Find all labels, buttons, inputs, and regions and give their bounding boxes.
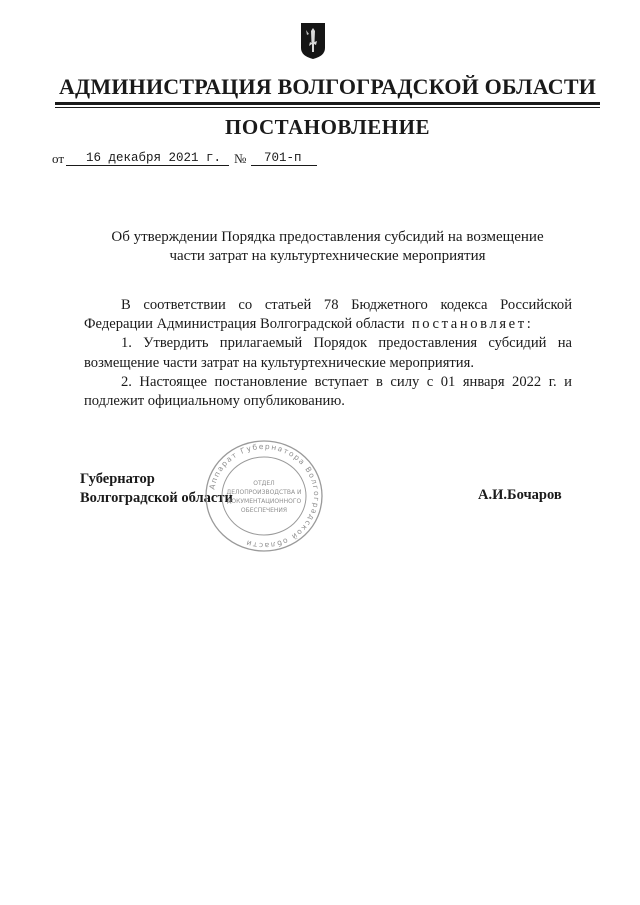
department-stamp-icon (203, 437, 325, 555)
document-type: ПОСТАНОВЛЕНИЕ (225, 115, 430, 139)
document-subject (100, 228, 555, 266)
header-rule-thick (55, 102, 600, 105)
document-date: 16 декабря 2021 г. (86, 151, 222, 165)
subject-line-1: Об утверждении Порядка предоставления субсидий на возмещение (111, 229, 544, 245)
signatory-name: А.И.Бочаров (478, 487, 562, 503)
body-item-1: 1. Утвердить прилагаемый Порядок предоставления субсидий на возмещение части затрат на культуртехнические мероприятия. (84, 335, 572, 371)
body-intro: В соответствии со статьей 78 Бюджетного кодекса Российской Федерации Администрация Волгоградской области (84, 297, 572, 333)
position-line-2: Волгоградской области (80, 490, 233, 506)
coat-of-arms-icon (300, 22, 326, 60)
stamp-inner-line-2: ДЕЛОПРОИЗВОДСТВА И (226, 489, 302, 496)
document-body (84, 296, 572, 411)
stamp-inner-line-3: ДОКУМЕНТАЦИОННОГО (226, 498, 302, 505)
body-intro-paragraph (84, 296, 572, 334)
number-prefix: № (234, 151, 247, 166)
body-item-2: 2. Настоящее постановление вступает в силу с 01 января 2022 г. и подлежит официальному опубликованию. (84, 373, 572, 410)
header-rule-thin (55, 107, 600, 108)
decree-word: постановляет: (411, 316, 534, 333)
stamp-inner-line-4: ОБЕСПЕЧЕНИЯ (240, 507, 288, 514)
number-underline (251, 165, 317, 166)
date-underline (66, 165, 229, 166)
stamp-outer-text: Аппарат Губернатора Волгоградской области (207, 441, 322, 551)
date-prefix: от (52, 151, 65, 166)
document-number: 701-п (264, 151, 302, 165)
position-line-1: Губернатор (80, 471, 155, 487)
organization-title: АДМИНИСТРАЦИЯ ВОЛГОГРАДСКОЙ ОБЛАСТИ (58, 74, 597, 99)
subject-line-2: части затрат на культуртехнические мероприятия (169, 248, 486, 264)
stamp-inner-line-1: ОТДЕЛ (253, 480, 275, 487)
